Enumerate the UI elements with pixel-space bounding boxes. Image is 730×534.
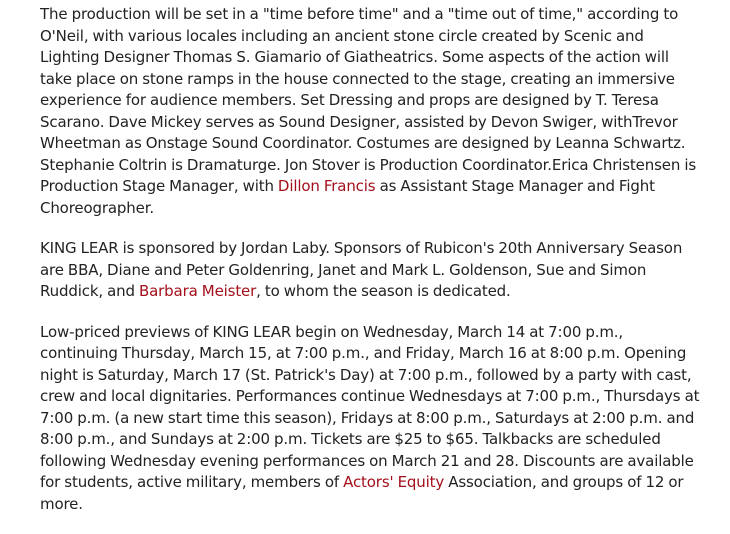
article-body (40, 4, 704, 534)
link-actors-equity[interactable]: Actors' Equity (343, 473, 445, 491)
paragraph-text: Association, and groups of 12 or more. (40, 473, 684, 513)
paragraph-sponsors (40, 238, 704, 303)
link-barbara-meister[interactable]: Barbara Meister (138, 282, 257, 300)
paragraph-text: as Assistant Stage Manager and Fight Choreographer. (40, 177, 655, 217)
paragraph-schedule (40, 322, 704, 516)
paragraph-text: Low-priced previews of KING LEAR begin on Wednesday, March 14 at 7:00 p.m., continuing Thursday, March 15, at 7:00 p.m., and Friday, March 16 at 8:00 p.m. Opening night is Saturday, March 17 (St. Patrick's Day) at 7:00 p.m., followed by a party with cast, crew and local dignitaries. Performances continue Wednesdays at 7:00 p.m., Thursdays at 7:00 p.m. (a new start time this season), Fridays at 8:00 p.m., Saturdays at 2:00 p.m. and 8:00 p.m., and Sundays at 2:00 p.m. Tickets are $25 to $65. Talkbacks are scheduled following Wednesday evening performances on March 21 and 28. Discounts are available for students, active military, members of (40, 322, 700, 491)
link-dillon-francis[interactable]: Dillon Francis (277, 177, 376, 195)
paragraph-text: , to whom the season is dedicated. (256, 282, 511, 300)
paragraph-production-team (40, 4, 704, 219)
paragraph-text: The production will be set in a "time before time" and a "time out of time," according to O'Neil, with various locales including an ancient stone circle created by Scenic and Lighting Designer Thomas S. Giamario of Giatheatrics. Some aspects of the action will take place on stone ramps in the house connected to the stage, creating an immersive experience for audience members. Set Dressing and props are designed by T. Teresa Scarano. Dave Mickey serves as Sound Designer, assisted by Devon Swiger, withTrevor Wheetman as Onstage Sound Coordinator. Costumes are designed by Leanna Schwartz. Stephanie Coltrin is Dramaturge. Jon Stover is Production Coordinator.Erica Christensen is Production Stage Manager, with (40, 5, 696, 195)
paragraph-text: KING LEAR is sponsored by Jordan Laby. Sponsors of Rubicon's 20th Anniversary Season are BBA, Diane and Peter Goldenring, Janet and Mark L. Goldenson, Sue and Simon Ruddick, and (40, 239, 683, 300)
